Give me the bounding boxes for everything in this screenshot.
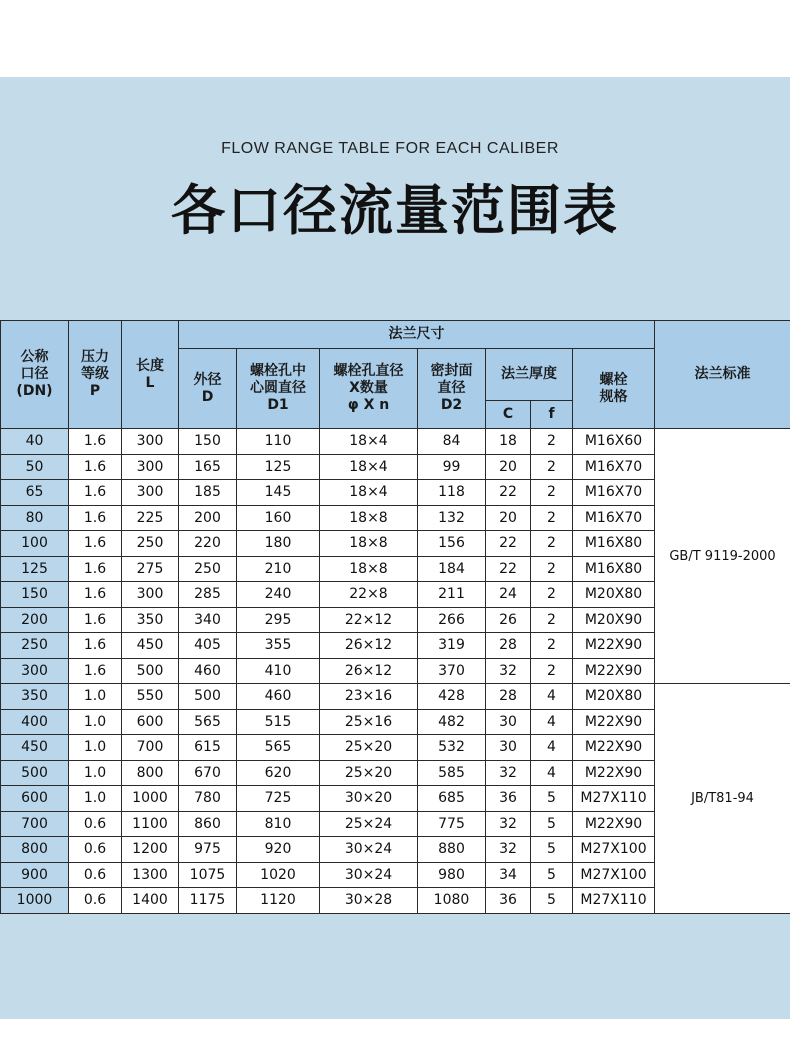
pressure-cell: 1.0 — [69, 709, 122, 735]
bolt-holes-cell: 25×24 — [320, 811, 418, 837]
seal-diameter-cell: 132 — [418, 505, 486, 531]
thickness-c-cell: 20 — [486, 505, 531, 531]
dn-cell: 150 — [1, 582, 69, 608]
length-cell: 275 — [122, 556, 179, 582]
pressure-cell: 1.0 — [69, 786, 122, 812]
thickness-f-cell: 2 — [531, 531, 573, 557]
dn-cell: 450 — [1, 735, 69, 761]
length-cell: 450 — [122, 633, 179, 659]
dn-cell: 250 — [1, 633, 69, 659]
length-cell: 1400 — [122, 888, 179, 914]
thickness-c-cell: 28 — [486, 684, 531, 710]
bolt-holes-cell: 18×4 — [320, 454, 418, 480]
header-flange-size: 法兰尺寸 — [179, 321, 655, 349]
bolt-holes-cell: 18×4 — [320, 429, 418, 455]
thickness-f-cell: 5 — [531, 811, 573, 837]
pressure-cell: 1.6 — [69, 556, 122, 582]
seal-diameter-cell: 156 — [418, 531, 486, 557]
bolt-holes-cell: 18×8 — [320, 531, 418, 557]
pressure-cell: 0.6 — [69, 837, 122, 863]
bolt-holes-cell: 18×8 — [320, 556, 418, 582]
outer-diameter-cell: 780 — [179, 786, 237, 812]
pressure-cell: 1.0 — [69, 735, 122, 761]
dn-cell: 1000 — [1, 888, 69, 914]
header-c: C — [486, 401, 531, 429]
outer-diameter-cell: 285 — [179, 582, 237, 608]
pressure-cell: 1.0 — [69, 760, 122, 786]
seal-diameter-cell: 980 — [418, 862, 486, 888]
header-flange-thickness: 法兰厚度 — [486, 349, 573, 401]
thickness-f-cell: 2 — [531, 480, 573, 506]
thickness-c-cell: 36 — [486, 888, 531, 914]
flow-range-table — [0, 320, 790, 914]
bolt-circle-cell: 160 — [237, 505, 320, 531]
dn-cell: 200 — [1, 607, 69, 633]
bolt-holes-cell: 18×8 — [320, 505, 418, 531]
bolt-circle-cell: 725 — [237, 786, 320, 812]
pressure-cell: 0.6 — [69, 811, 122, 837]
outer-diameter-cell: 1075 — [179, 862, 237, 888]
table-row — [1, 684, 790, 710]
dn-cell: 40 — [1, 429, 69, 455]
seal-diameter-cell: 880 — [418, 837, 486, 863]
bolt-spec-cell: M27X110 — [573, 888, 655, 914]
bolt-spec-cell: M22X90 — [573, 760, 655, 786]
thickness-f-cell: 4 — [531, 709, 573, 735]
outer-diameter-cell: 460 — [179, 658, 237, 684]
outer-diameter-cell: 150 — [179, 429, 237, 455]
pressure-cell: 1.0 — [69, 684, 122, 710]
bolt-spec-cell: M16X80 — [573, 531, 655, 557]
bolt-spec-cell: M27X110 — [573, 786, 655, 812]
thickness-c-cell: 26 — [486, 607, 531, 633]
thickness-c-cell: 30 — [486, 709, 531, 735]
table-row — [1, 429, 790, 455]
bolt-circle-cell: 620 — [237, 760, 320, 786]
thickness-c-cell: 32 — [486, 760, 531, 786]
bolt-spec-cell: M27X100 — [573, 837, 655, 863]
thickness-c-cell: 32 — [486, 811, 531, 837]
bolt-circle-cell: 565 — [237, 735, 320, 761]
bolt-spec-cell: M22X90 — [573, 811, 655, 837]
bolt-circle-cell: 145 — [237, 480, 320, 506]
thickness-f-cell: 4 — [531, 735, 573, 761]
outer-diameter-cell: 500 — [179, 684, 237, 710]
dn-cell: 500 — [1, 760, 69, 786]
flange-standard-cell: GB/T 9119-2000 — [655, 429, 790, 684]
bolt-holes-cell: 18×4 — [320, 480, 418, 506]
seal-diameter-cell: 84 — [418, 429, 486, 455]
outer-diameter-cell: 860 — [179, 811, 237, 837]
thickness-f-cell: 2 — [531, 505, 573, 531]
bolt-holes-cell: 25×20 — [320, 735, 418, 761]
pressure-cell: 1.6 — [69, 531, 122, 557]
bolt-holes-cell: 25×20 — [320, 760, 418, 786]
pressure-cell: 1.6 — [69, 429, 122, 455]
thickness-f-cell: 4 — [531, 684, 573, 710]
bolt-spec-cell: M22X90 — [573, 735, 655, 761]
dn-cell: 125 — [1, 556, 69, 582]
bolt-holes-cell: 26×12 — [320, 633, 418, 659]
length-cell: 1300 — [122, 862, 179, 888]
pressure-cell: 1.6 — [69, 480, 122, 506]
bolt-circle-cell: 1020 — [237, 862, 320, 888]
seal-diameter-cell: 775 — [418, 811, 486, 837]
thickness-c-cell: 22 — [486, 531, 531, 557]
dn-cell: 900 — [1, 862, 69, 888]
length-cell: 300 — [122, 454, 179, 480]
bolt-circle-cell: 460 — [237, 684, 320, 710]
seal-diameter-cell: 99 — [418, 454, 486, 480]
outer-diameter-cell: 185 — [179, 480, 237, 506]
outer-diameter-cell: 615 — [179, 735, 237, 761]
dn-cell: 300 — [1, 658, 69, 684]
bolt-holes-cell: 22×8 — [320, 582, 418, 608]
thickness-f-cell: 5 — [531, 837, 573, 863]
bolt-spec-cell: M16X60 — [573, 429, 655, 455]
length-cell: 300 — [122, 582, 179, 608]
seal-diameter-cell: 118 — [418, 480, 486, 506]
thickness-c-cell: 36 — [486, 786, 531, 812]
header-bolt-holes: 螺栓孔直径 X数量 φ X n — [320, 349, 418, 429]
bolt-circle-cell: 920 — [237, 837, 320, 863]
dn-cell: 50 — [1, 454, 69, 480]
bolt-spec-cell: M16X80 — [573, 556, 655, 582]
thickness-f-cell: 5 — [531, 786, 573, 812]
bolt-spec-cell: M22X90 — [573, 709, 655, 735]
bolt-circle-cell: 810 — [237, 811, 320, 837]
thickness-f-cell: 5 — [531, 862, 573, 888]
thickness-c-cell: 32 — [486, 658, 531, 684]
length-cell: 550 — [122, 684, 179, 710]
bolt-circle-cell: 210 — [237, 556, 320, 582]
thickness-f-cell: 2 — [531, 429, 573, 455]
length-cell: 300 — [122, 480, 179, 506]
bolt-spec-cell: M22X90 — [573, 658, 655, 684]
dn-cell: 700 — [1, 811, 69, 837]
bolt-circle-cell: 515 — [237, 709, 320, 735]
bolt-spec-cell: M16X70 — [573, 454, 655, 480]
outer-diameter-cell: 975 — [179, 837, 237, 863]
thickness-c-cell: 22 — [486, 480, 531, 506]
seal-diameter-cell: 532 — [418, 735, 486, 761]
outer-diameter-cell: 165 — [179, 454, 237, 480]
thickness-c-cell: 20 — [486, 454, 531, 480]
bolt-circle-cell: 110 — [237, 429, 320, 455]
length-cell: 500 — [122, 658, 179, 684]
bolt-holes-cell: 30×24 — [320, 862, 418, 888]
outer-diameter-cell: 670 — [179, 760, 237, 786]
pressure-cell: 0.6 — [69, 888, 122, 914]
bolt-holes-cell: 23×16 — [320, 684, 418, 710]
page-title: 各口径流量范围表 — [171, 179, 619, 242]
thickness-f-cell: 2 — [531, 454, 573, 480]
header-bolt-spec: 螺栓 规格 — [573, 349, 655, 429]
length-cell: 350 — [122, 607, 179, 633]
bolt-spec-cell: M20X80 — [573, 684, 655, 710]
outer-diameter-cell: 250 — [179, 556, 237, 582]
thickness-f-cell: 2 — [531, 633, 573, 659]
dn-cell: 400 — [1, 709, 69, 735]
pressure-cell: 1.6 — [69, 633, 122, 659]
header-flange-standard: 法兰标准 — [655, 321, 790, 429]
bolt-circle-cell: 180 — [237, 531, 320, 557]
pressure-cell: 1.6 — [69, 607, 122, 633]
bolt-holes-cell: 22×12 — [320, 607, 418, 633]
thickness-c-cell: 22 — [486, 556, 531, 582]
length-cell: 225 — [122, 505, 179, 531]
bolt-holes-cell: 30×24 — [320, 837, 418, 863]
bolt-spec-cell: M22X90 — [573, 633, 655, 659]
thickness-c-cell: 30 — [486, 735, 531, 761]
header-seal-diameter: 密封面 直径 D2 — [418, 349, 486, 429]
outer-diameter-cell: 200 — [179, 505, 237, 531]
thickness-f-cell: 4 — [531, 760, 573, 786]
header-pressure: 压力 等级 P — [69, 321, 122, 429]
length-cell: 1100 — [122, 811, 179, 837]
length-cell: 800 — [122, 760, 179, 786]
seal-diameter-cell: 1080 — [418, 888, 486, 914]
bolt-holes-cell: 30×28 — [320, 888, 418, 914]
thickness-c-cell: 32 — [486, 837, 531, 863]
pressure-cell: 1.6 — [69, 505, 122, 531]
pressure-cell: 0.6 — [69, 862, 122, 888]
seal-diameter-cell: 370 — [418, 658, 486, 684]
pressure-cell: 1.6 — [69, 582, 122, 608]
outer-diameter-cell: 565 — [179, 709, 237, 735]
length-cell: 300 — [122, 429, 179, 455]
page-subtitle: FLOW RANGE TABLE FOR EACH CALIBER — [221, 140, 559, 157]
header-bolt-circle: 螺栓孔中 心圆直径 D1 — [237, 349, 320, 429]
bolt-circle-cell: 355 — [237, 633, 320, 659]
thickness-c-cell: 18 — [486, 429, 531, 455]
bolt-spec-cell: M20X80 — [573, 582, 655, 608]
bolt-holes-cell: 25×16 — [320, 709, 418, 735]
bolt-holes-cell: 30×20 — [320, 786, 418, 812]
bolt-spec-cell: M16X70 — [573, 505, 655, 531]
flange-standard-cell: JB/T81-94 — [655, 684, 790, 914]
outer-diameter-cell: 1175 — [179, 888, 237, 914]
seal-diameter-cell: 184 — [418, 556, 486, 582]
dn-cell: 80 — [1, 505, 69, 531]
dn-cell: 600 — [1, 786, 69, 812]
length-cell: 1000 — [122, 786, 179, 812]
seal-diameter-cell: 428 — [418, 684, 486, 710]
header-length: 长度 L — [122, 321, 179, 429]
pressure-cell: 1.6 — [69, 658, 122, 684]
bolt-circle-cell: 1120 — [237, 888, 320, 914]
dn-cell: 800 — [1, 837, 69, 863]
header-outer-diameter: 外径 D — [179, 349, 237, 429]
seal-diameter-cell: 211 — [418, 582, 486, 608]
bolt-holes-cell: 26×12 — [320, 658, 418, 684]
table-body — [1, 429, 790, 914]
dn-cell: 100 — [1, 531, 69, 557]
bolt-circle-cell: 125 — [237, 454, 320, 480]
header-f: f — [531, 401, 573, 429]
outer-diameter-cell: 340 — [179, 607, 237, 633]
bolt-circle-cell: 410 — [237, 658, 320, 684]
dn-cell: 350 — [1, 684, 69, 710]
bolt-spec-cell: M20X90 — [573, 607, 655, 633]
outer-diameter-cell: 220 — [179, 531, 237, 557]
header-dn: 公称 口径 (DN) — [1, 321, 69, 429]
thickness-f-cell: 2 — [531, 607, 573, 633]
seal-diameter-cell: 266 — [418, 607, 486, 633]
pressure-cell: 1.6 — [69, 454, 122, 480]
length-cell: 700 — [122, 735, 179, 761]
length-cell: 600 — [122, 709, 179, 735]
thickness-c-cell: 24 — [486, 582, 531, 608]
thickness-f-cell: 2 — [531, 556, 573, 582]
dn-cell: 65 — [1, 480, 69, 506]
seal-diameter-cell: 482 — [418, 709, 486, 735]
bolt-circle-cell: 295 — [237, 607, 320, 633]
seal-diameter-cell: 319 — [418, 633, 486, 659]
length-cell: 1200 — [122, 837, 179, 863]
outer-diameter-cell: 405 — [179, 633, 237, 659]
thickness-f-cell: 5 — [531, 888, 573, 914]
bolt-circle-cell: 240 — [237, 582, 320, 608]
thickness-f-cell: 2 — [531, 582, 573, 608]
thickness-c-cell: 34 — [486, 862, 531, 888]
length-cell: 250 — [122, 531, 179, 557]
seal-diameter-cell: 685 — [418, 786, 486, 812]
thickness-f-cell: 2 — [531, 658, 573, 684]
bolt-spec-cell: M27X100 — [573, 862, 655, 888]
bolt-spec-cell: M16X70 — [573, 480, 655, 506]
seal-diameter-cell: 585 — [418, 760, 486, 786]
thickness-c-cell: 28 — [486, 633, 531, 659]
